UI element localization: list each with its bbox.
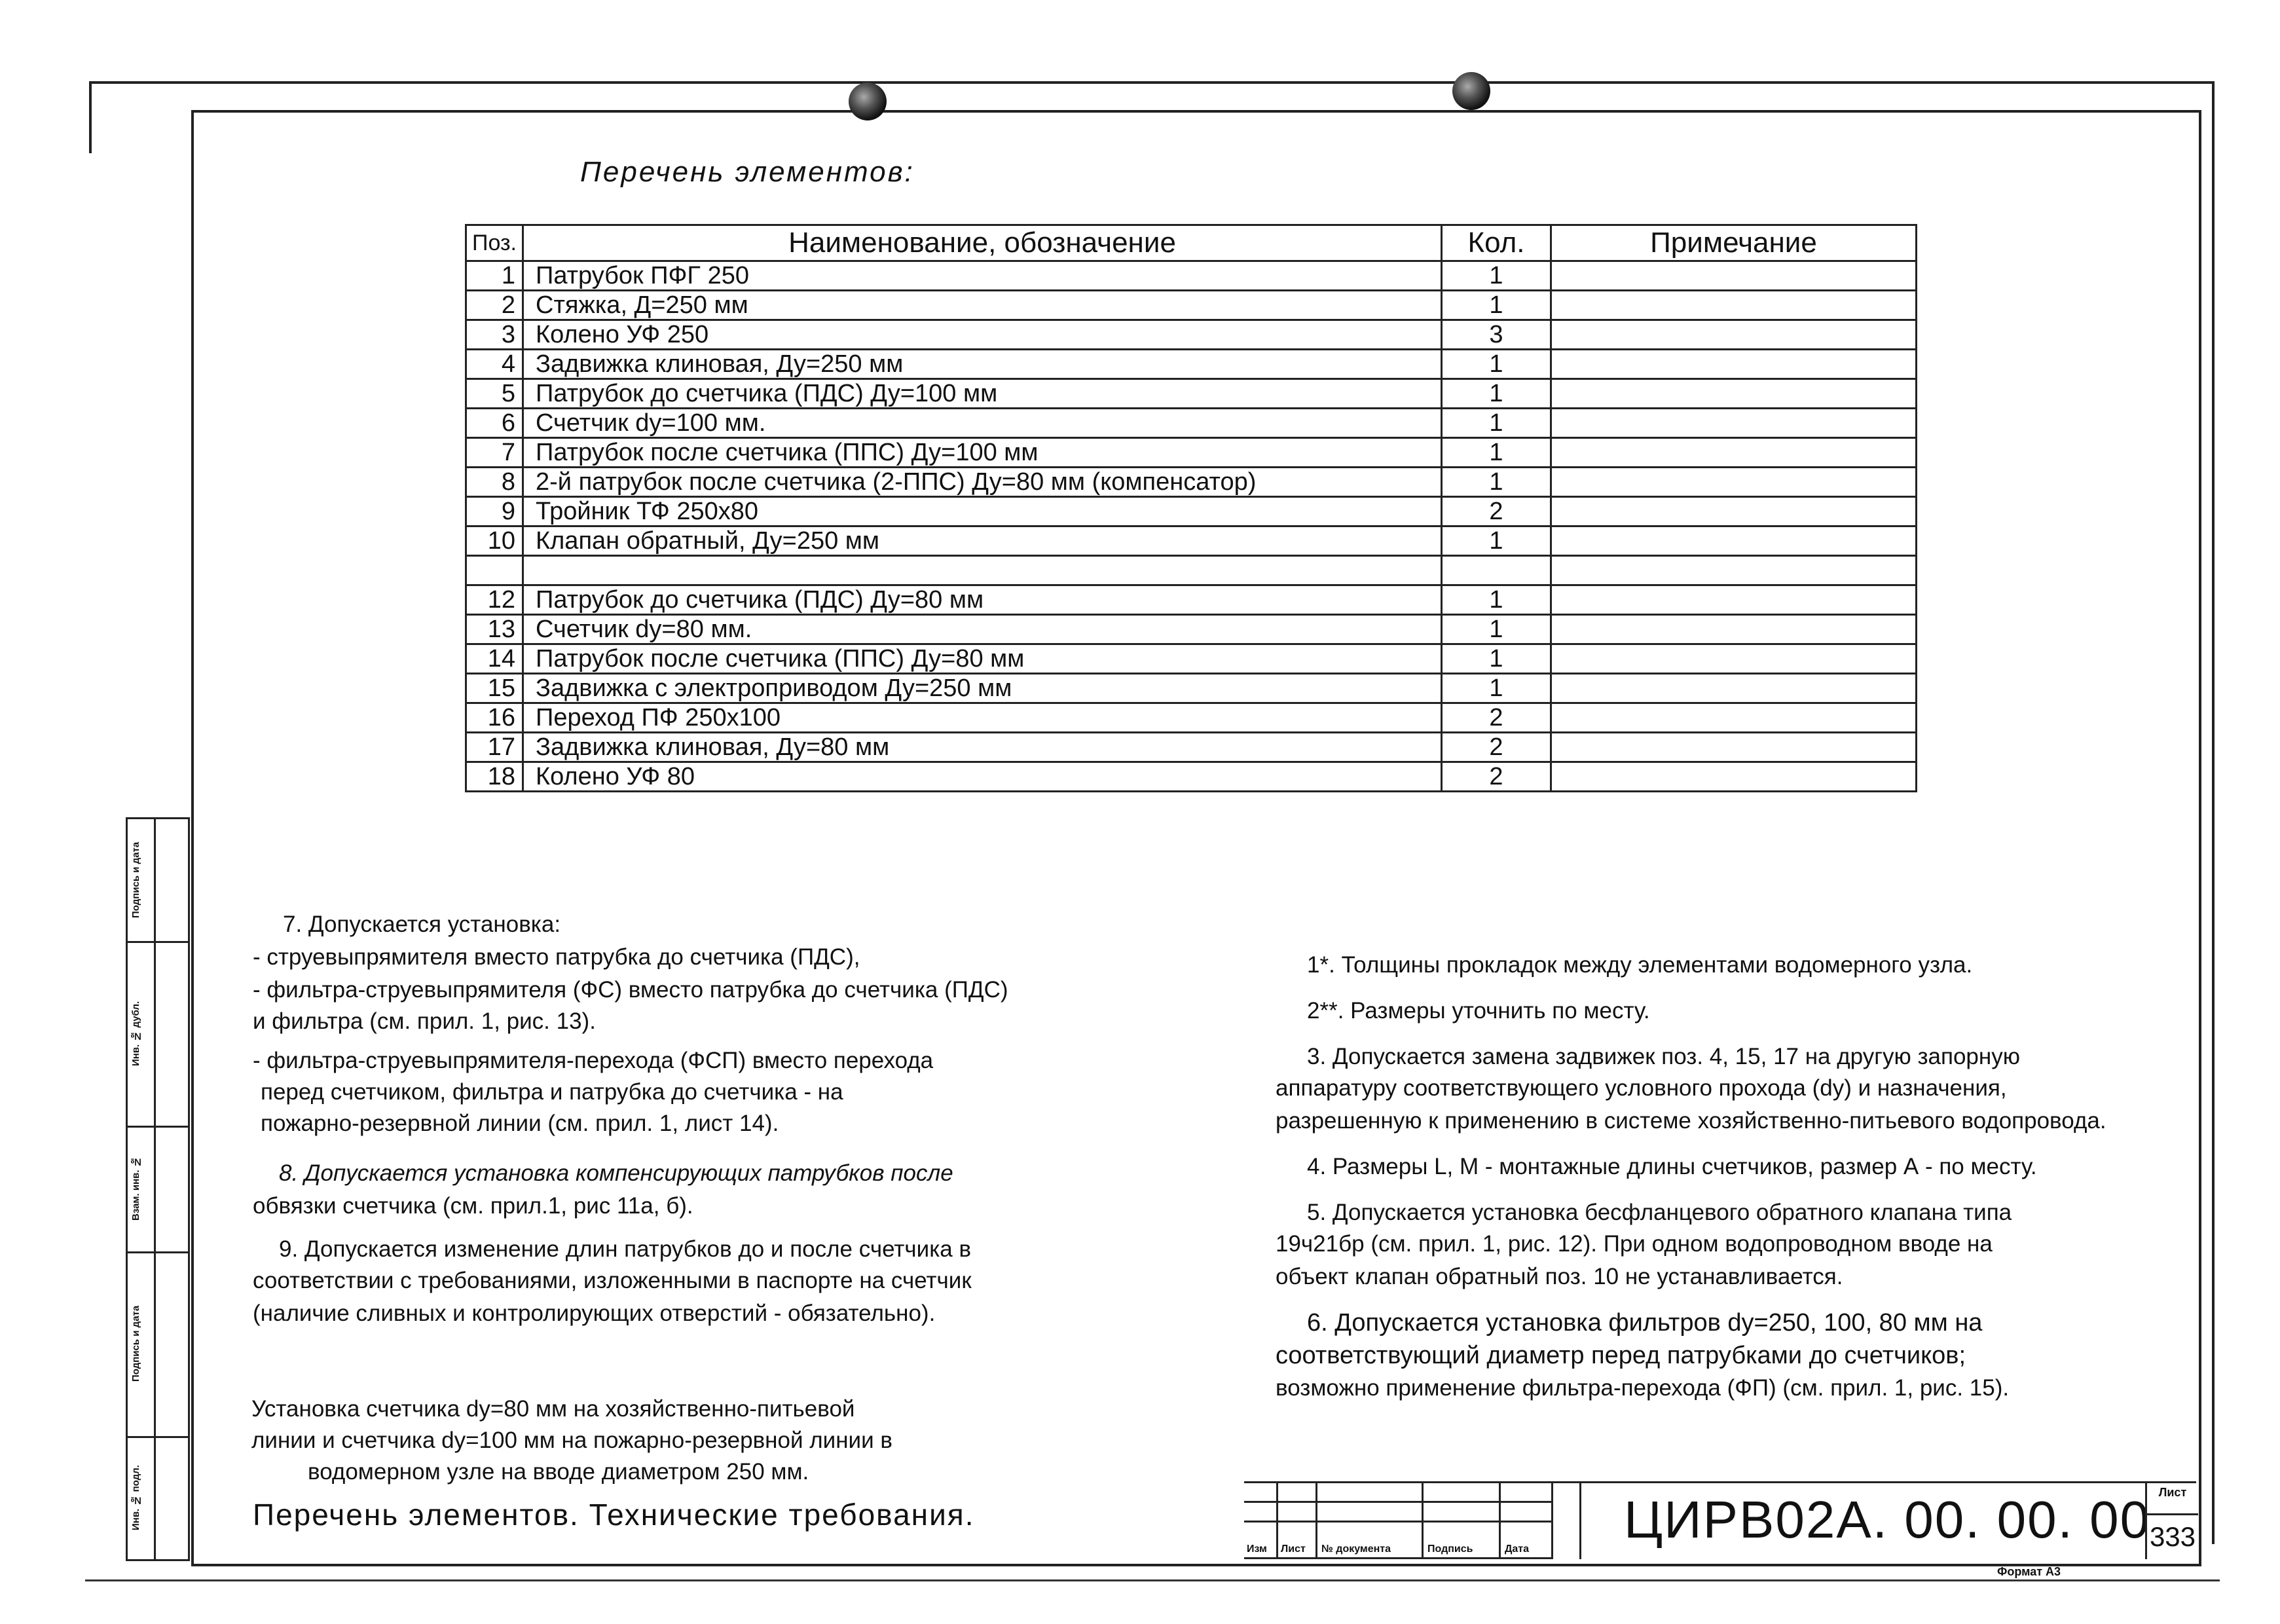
strip-label: Инв. № дубл.: [130, 1001, 141, 1066]
document-code: ЦИРВ02А. 00. 00. 00: [1624, 1490, 2151, 1549]
row-note: [1551, 703, 1917, 733]
right-note-line: 5. Допускается установка бесфланцевого обратного клапана типа: [1307, 1200, 2012, 1225]
row-position: 6: [466, 409, 523, 438]
right-note-line: 19ч21бр (см. прил. 1, рис. 12). При одном водопроводном вводе на: [1276, 1231, 1993, 1257]
table-row: [466, 291, 1917, 320]
row-position: 17: [466, 733, 523, 762]
sheet-number: 333: [2147, 1513, 2198, 1559]
row-note: [1551, 379, 1917, 409]
row-name: 2-й патрубок после счетчика (2-ППС) Ду=80 мм (компенсатор): [523, 468, 1442, 497]
right-note-line: аппаратуру соответствующего условного прохода (dy) и назначения,: [1276, 1075, 2007, 1101]
left-note-line: (наличие сливных и контролирующих отверстий - обязательно).: [253, 1301, 936, 1326]
row-quantity: 1: [1442, 644, 1551, 674]
title-block-header: Подпись: [1427, 1543, 1473, 1555]
table-row: [466, 674, 1917, 703]
row-position: 2: [466, 291, 523, 320]
table-header-row: [466, 225, 1917, 261]
table-row: [466, 762, 1917, 792]
side-approval-strip: [126, 817, 190, 1561]
strip-label: Взам. инв. №: [130, 1156, 141, 1221]
row-position: 13: [466, 615, 523, 644]
column-header-note: Примечание: [1551, 225, 1917, 261]
right-note-line: 1*. Толщины прокладок между элементами водомерного узла.: [1307, 952, 1973, 978]
row-quantity: 1: [1442, 438, 1551, 468]
row-position: 9: [466, 497, 523, 526]
row-name: Патрубок после счетчика (ППС) Ду=100 мм: [523, 438, 1442, 468]
row-position: 4: [466, 350, 523, 379]
row-note: [1551, 320, 1917, 350]
row-position: 15: [466, 674, 523, 703]
row-note: [1551, 291, 1917, 320]
table-row: [466, 350, 1917, 379]
sheet-label: Лист: [2158, 1486, 2187, 1499]
left-note-line: - струевыпрямителя вместо патрубка до счетчика (ПДС),: [253, 944, 860, 970]
row-note: [1551, 733, 1917, 762]
row-name: Счетчик dy=100 мм.: [523, 409, 1442, 438]
table-row: [466, 585, 1917, 615]
column-header-qty: Кол.: [1442, 225, 1551, 261]
table-row: [466, 438, 1917, 468]
row-name: Тройник ТФ 250х80: [523, 497, 1442, 526]
row-name: Клапан обратный, Ду=250 мм: [523, 526, 1442, 556]
row-name: Патрубок до счетчика (ПДС) Ду=100 мм: [523, 379, 1442, 409]
row-position: 10: [466, 526, 523, 556]
installation-note-line: водомерном узле на вводе диаметром 250 мм.: [308, 1459, 809, 1485]
row-quantity: 1: [1442, 615, 1551, 644]
elements-table: [465, 224, 1917, 792]
row-name: Колено УФ 80: [523, 762, 1442, 792]
left-note-line: 9. Допускается изменение длин патрубков до и после счетчика в: [279, 1236, 972, 1262]
row-name: Патрубок до счетчика (ПДС) Ду=80 мм: [523, 585, 1442, 615]
row-name: Счетчик dy=80 мм.: [523, 615, 1442, 644]
right-note-line: 4. Размеры L, M - монтажные длины счетчиков, размер А - по месту.: [1307, 1154, 2037, 1179]
row-note: [1551, 350, 1917, 379]
row-note: [1551, 409, 1917, 438]
title-block-header: Изм: [1247, 1543, 1267, 1555]
table-row: [466, 703, 1917, 733]
strip-label: Подпись и дата: [130, 1305, 141, 1382]
row-position: 7: [466, 438, 523, 468]
row-quantity: 2: [1442, 733, 1551, 762]
frame-tick: [89, 81, 92, 153]
table-row: [466, 733, 1917, 762]
row-note: [1551, 615, 1917, 644]
row-name: Колено УФ 250: [523, 320, 1442, 350]
left-note-line: пожарно-резервной линии (см. прил. 1, лист 14).: [261, 1111, 779, 1136]
row-quantity: 3: [1442, 320, 1551, 350]
title-block: [1244, 1481, 2196, 1559]
left-note-line: и фильтра (см. прил. 1, рис. 13).: [253, 1008, 596, 1034]
right-note-line: 3. Допускается замена задвижек поз. 4, 15, 17 на другую запорную: [1307, 1044, 2020, 1069]
row-note: [1551, 556, 1917, 585]
bottom-rule: [85, 1579, 2220, 1581]
table-row: [466, 556, 1917, 585]
sheet-box: [2145, 1483, 2198, 1559]
row-quantity: 1: [1442, 674, 1551, 703]
row-position: [466, 556, 523, 585]
row-position: 1: [466, 261, 523, 291]
row-note: [1551, 644, 1917, 674]
row-position: 12: [466, 585, 523, 615]
paper-format: Формат А3: [1997, 1565, 2061, 1578]
row-position: 18: [466, 762, 523, 792]
title-block-header: Дата: [1505, 1543, 1530, 1555]
table-row: [466, 320, 1917, 350]
strip-label: Подпись и дата: [130, 841, 141, 919]
row-name: [523, 556, 1442, 585]
row-name: Задвижка клиновая, Ду=250 мм: [523, 350, 1442, 379]
binder-pin-icon: [849, 83, 887, 120]
row-note: [1551, 585, 1917, 615]
column-header-name: Наименование, обозначение: [523, 225, 1442, 261]
row-position: 8: [466, 468, 523, 497]
row-name: Задвижка с электроприводом Ду=250 мм: [523, 674, 1442, 703]
left-note-line: - фильтра-струевыпрямителя (ФС) вместо патрубка до счетчика (ПДС): [253, 977, 1008, 1003]
row-position: 14: [466, 644, 523, 674]
table-row: [466, 468, 1917, 497]
row-quantity: 1: [1442, 379, 1551, 409]
row-note: [1551, 468, 1917, 497]
right-note-line: объект клапан обратный поз. 10 не устанавливается.: [1276, 1264, 1843, 1289]
row-quantity: 1: [1442, 585, 1551, 615]
right-note-line: соответствующий диаметр перед патрубками до счетчиков;: [1276, 1342, 1966, 1369]
row-quantity: 1: [1442, 261, 1551, 291]
left-note-line: перед счетчиком, фильтра и патрубка до счетчика - на: [261, 1079, 843, 1105]
row-quantity: 1: [1442, 468, 1551, 497]
row-name: Патрубок ПФГ 250: [523, 261, 1442, 291]
table-row: [466, 644, 1917, 674]
installation-note-line: линии и счетчика dy=100 мм на пожарно-резервной линии в: [251, 1428, 892, 1453]
title-block-header: № документа: [1321, 1543, 1391, 1555]
row-note: [1551, 762, 1917, 792]
row-quantity: 2: [1442, 762, 1551, 792]
table-row: [466, 409, 1917, 438]
row-note: [1551, 674, 1917, 703]
row-note: [1551, 261, 1917, 291]
row-quantity: 1: [1442, 291, 1551, 320]
row-note: [1551, 497, 1917, 526]
right-note-line: возможно применение фильтра-перехода (ФП) (см. прил. 1, рис. 15).: [1276, 1375, 2010, 1401]
row-name: Стяжка, Д=250 мм: [523, 291, 1442, 320]
row-note: [1551, 438, 1917, 468]
row-name: Задвижка клиновая, Ду=80 мм: [523, 733, 1442, 762]
footer-title: Перечень элементов. Технические требования.: [253, 1498, 975, 1532]
row-position: 16: [466, 703, 523, 733]
table-row: [466, 261, 1917, 291]
row-name: Переход ПФ 250х100: [523, 703, 1442, 733]
row-quantity: [1442, 556, 1551, 585]
left-note-line: 8. Допускается установка компенсирующих патрубков после: [279, 1160, 953, 1186]
strip-label: Инв. № подл.: [130, 1465, 141, 1530]
binder-pin-icon: [1452, 72, 1490, 110]
right-note-line: 2**. Размеры уточнить по месту.: [1307, 998, 1650, 1024]
row-quantity: 2: [1442, 497, 1551, 526]
right-note-line: разрешенную к применению в системе хозяйственно-питьевого водопровода.: [1276, 1108, 2106, 1134]
row-quantity: 1: [1442, 350, 1551, 379]
revision-grid: [1244, 1483, 1579, 1559]
right-note-line: 6. Допускается установка фильтров dy=250, 100, 80 мм на: [1307, 1309, 1983, 1337]
table-row: [466, 497, 1917, 526]
title-block-header: Лист: [1281, 1543, 1306, 1555]
left-note-line: соответствии с требованиями, изложенными в паспорте на счетчик: [253, 1268, 972, 1293]
table-row: [466, 379, 1917, 409]
row-quantity: 1: [1442, 409, 1551, 438]
column-header-pos: Поз.: [466, 225, 523, 261]
list-title: Перечень элементов:: [580, 156, 915, 188]
left-note-line: обвязки счетчика (см. прил.1, рис 11а, б).: [253, 1193, 693, 1219]
row-note: [1551, 526, 1917, 556]
row-name: Патрубок после счетчика (ППС) Ду=80 мм: [523, 644, 1442, 674]
left-note-line: 7. Допускается установка:: [283, 912, 561, 937]
installation-note-line: Установка счетчика dy=80 мм на хозяйственно-питьевой: [251, 1396, 855, 1422]
row-quantity: 2: [1442, 703, 1551, 733]
table-row: [466, 526, 1917, 556]
row-quantity: 1: [1442, 526, 1551, 556]
row-position: 3: [466, 320, 523, 350]
row-position: 5: [466, 379, 523, 409]
left-note-line: - фильтра-струевыпрямителя-перехода (ФСП) вместо перехода: [253, 1048, 934, 1073]
table-row: [466, 615, 1917, 644]
